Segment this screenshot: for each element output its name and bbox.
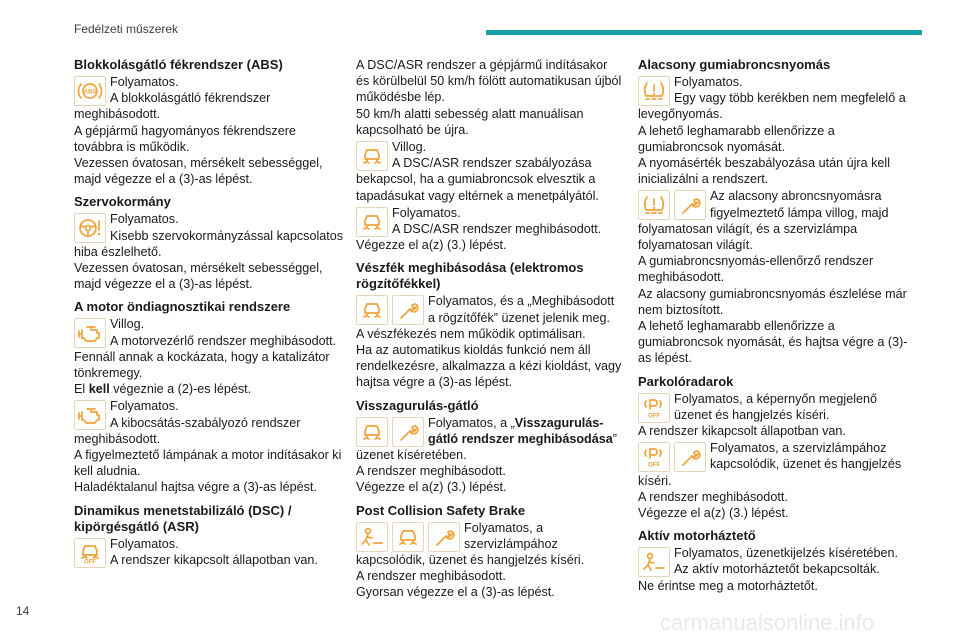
tyre-heading: Alacsony gumiabroncsnyomás: [638, 57, 831, 72]
rollback-entry: Folyamatos, a „Visszagurulás- gátló rendszer meghibásodása” üzenet kíséretében. A rendszer meghibásodott. Végezze el a(z) (3.) lépést.: [356, 415, 617, 495]
engine-heading: A motor öndiagnosztikai rendszere: [74, 299, 291, 315]
svg-text:ABS: ABS: [83, 89, 97, 96]
dsc-skid-icon: [392, 522, 424, 552]
power-steering-icon: [74, 213, 106, 243]
dsc-skid-icon: [356, 207, 388, 237]
service-wrench-icon: [392, 417, 424, 447]
dsc-off-icon: [74, 538, 106, 568]
pedestrian-icon: [638, 547, 670, 577]
service-wrench-icon: [392, 295, 424, 325]
dsc-heading: Dinamikus menetstabilizáló (DSC) / kipörgésgátló (ASR): [74, 502, 292, 534]
engine-entry-blink: Villog. A motorvezérlő rendszer meghibásodott. Fennáll annak a kockázata, hogy a katalizátor tönkremegy. El kell végeznie a (2)-es lépést.: [74, 317, 337, 397]
emergency-brake-heading: Vészfék meghibásodása (elektromos rögzítőfékkel): [356, 260, 584, 292]
tyre-pressure-icon: [638, 76, 670, 106]
service-wrench-icon: [674, 442, 706, 472]
abs-warning-icon: [74, 76, 106, 106]
bonnet-heading: Aktív motorháztető: [638, 528, 756, 544]
dsc-blink-entry: Villog. A DSC/ASR rendszer szabályozása bekapcsol, ha a gumiabroncsok elvesztik a tapadásukat vagy eltérnek a menetpályától.: [356, 140, 599, 203]
dsc-continued: A DSC/ASR rendszer a gépjármű indításakor és körülbelül 50 km/h fölött automatikusan újból működésbe lép. 50 km/h alatti sebesség alatt manuálisan kapcsolható be újra.: [356, 58, 622, 137]
pedestrian-icon: [356, 522, 388, 552]
section-title: Fedélzeti műszerek: [74, 22, 179, 36]
column-2: [356, 56, 626, 602]
dsc-skid-icon: [356, 295, 388, 325]
steering-entry: Folyamatos. Kisebb szervokormányzással kapcsolatos hiba észlelhető. Vezessen óvatosan, mérsékelt sebességgel, majd végezze el a (3)-as lépést.: [74, 212, 344, 292]
abs-heading: Blokkolásgátló fékrendszer (ABS): [74, 57, 283, 72]
svg-text:OFF: OFF: [648, 413, 660, 419]
header-accent-bar: [486, 30, 922, 35]
column-3: [638, 56, 908, 595]
service-wrench-icon: [428, 522, 460, 552]
post-collision-heading: Post Collision Safety Brake: [356, 502, 526, 518]
dsc-off-entry: OFF Folyamatos. A rendszer kikapcsolt állapotban van.: [74, 536, 344, 568]
abs-entry: ABS Folyamatos. A blokkolásgátló fékrendszer meghibásodott. A gépjármű hagyományos fékrendszere továbbra is működik. Vezessen óvatosan, mérsékelt sebességgel, majd végezze el a (3)-as lépést.: [74, 75, 323, 187]
engine-entry-steady: Folyamatos. A kibocsátás-szabályozó rendszer meghibásodott. A figyelmeztető lámpának a motor indításakor ki kell aludnia. Haladéktalanul hajtsa végre a (3)-as lépést.: [74, 399, 342, 495]
dsc-skid-icon: [356, 141, 388, 171]
engine-check-icon: [74, 400, 106, 430]
page-number: 14: [16, 604, 30, 618]
column-1: [74, 56, 344, 569]
emergency-brake-entry: Folyamatos, és a „Meghibásodott a rögzítőfék” üzenet jelenik meg. A vészfékezés nem működik optimálisan. Ha az automatikus kioldás funkció nem áll rendelkezésre, alkalmazza a kézi kioldást, vagy hajtsa végre a (3)-as lépést.: [356, 294, 622, 390]
tyre-pressure-icon: [638, 190, 670, 220]
bonnet-entry: Folyamatos, üzenetkijelzés kíséretében. Az aktív motorháztetőt bekapcsolták. Ne érintse meg a motorháztetőt.: [638, 546, 899, 593]
parking-entry-fault: OFF Folyamatos, a szervizlámpához kapcsolódik, üzenet és hangjelzés kíséri. A rendszer meghibásodott. Végezze el a(z) (3.) lépést.: [638, 441, 902, 521]
parking-heading: Parkolóradarok: [638, 373, 734, 389]
watermark: carmanualsonline.info: [660, 610, 875, 635]
dsc-fault-entry: Folyamatos. A DSC/ASR rendszer meghibásodott. Végezze el a(z) (3.) lépést.: [356, 205, 602, 253]
steering-heading: Szervokormány: [74, 194, 171, 210]
parking-entry-off: OFF Folyamatos, a képernyőn megjelenő üzenet és hangjelzés kíséri. A rendszer kikapcsolt állapotban van.: [638, 391, 878, 439]
service-wrench-icon: [674, 190, 706, 220]
tyre-entry-steady: Folyamatos. Egy vagy több kerékben nem megfelelő a levegőnyomás. A lehető leghamarabb ellenőrizze a gumiabroncsok nyomását. A nyomásérték beszabályozása után újra kell inicializálni a rendszert.: [638, 75, 906, 187]
parking-sensor-off-icon: [638, 393, 670, 423]
rollback-heading: Visszagurulás-gátló: [356, 397, 479, 413]
parking-sensor-off-icon: [638, 442, 670, 472]
tyre-entry-blink: Az alacsony abroncsnyomásra figyelmeztető lámpa villog, majd folyamatosan világít, és a szervizlámpa folyamatosan világít. A gumiabroncsnyomás-ellenőrző rendszer meghibásodott. Az alacsony gumiabroncsnyomás észlelése már nem biztosított. A lehető leghamarabb ellenőrizze a gumiabroncsok nyomását, és hajtsa végre a (3)- as lépést.: [638, 189, 908, 366]
post-collision-entry: Folyamatos, a szervizlámpához kapcsolódik, üzenet és hangjelzés kíséri. A rendszer meghibásodott. Gyorsan végezze el a (3)-as lépést.: [356, 520, 585, 600]
dsc-skid-icon: [356, 417, 388, 447]
svg-text:OFF: OFF: [648, 462, 660, 469]
svg-text:OFF: OFF: [84, 559, 96, 564]
engine-check-icon: [74, 318, 106, 348]
